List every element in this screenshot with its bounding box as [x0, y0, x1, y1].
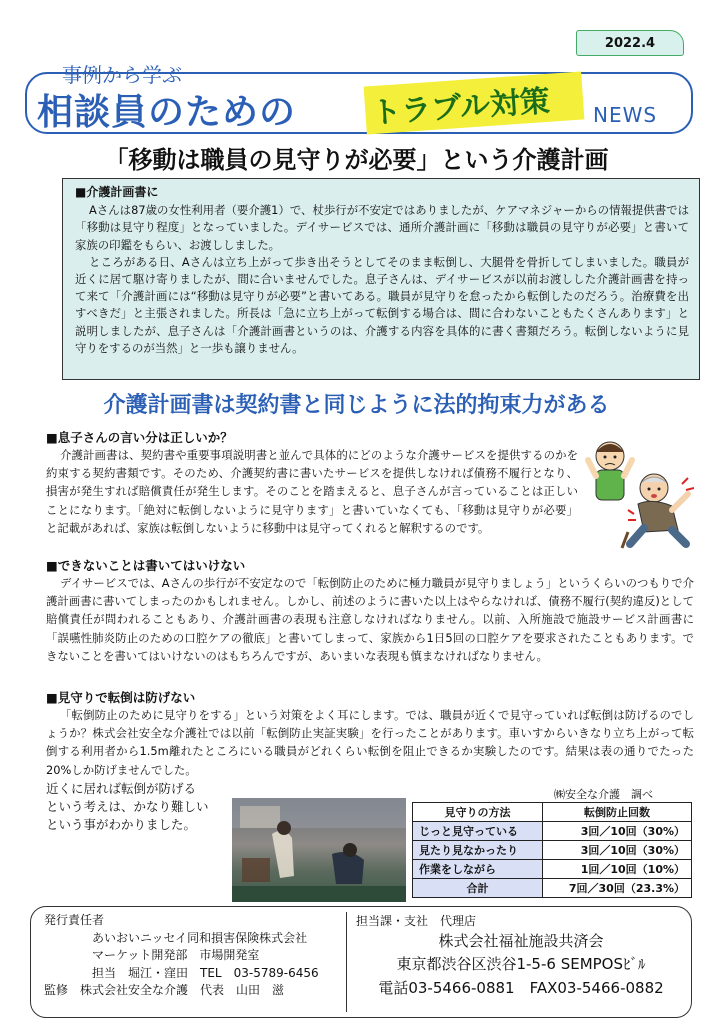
headline: 「移動は職員の見守りが必要」という介護計画 [104, 146, 609, 174]
masthead-subtitle: 事例から学ぶ [62, 63, 182, 87]
agent-address: 東京都渋谷区渋谷1-5-6 SEMPOSﾋﾞﾙ [396, 955, 646, 973]
publisher-label: 発行責任者 [44, 913, 105, 927]
section1-heading: ■息子さんの言い分は正しいか？ [46, 430, 233, 445]
section1-body: 介護計画書は、契約書や重要事項説明書と並んで具体的にどのような介護サービスを提供するのかを約束する契約書類です。そのため、介護契約書に書いたサービスを提供しなければ債務不履行となり、損害が発生すれば賠償責任が発生します。そのことを踏まえると、息子さんが言っていることは正しいことになります。「絶対に転倒しないように見守ります」と書いていなくても、「移動は見守りが必要」と記載があれば、家族は転倒しないように移動中は見守ってくれると解釈するのです。 [46, 448, 578, 535]
table-cell: 1回／10回（10%） [543, 860, 692, 879]
table-cell: 合計 [413, 879, 543, 898]
elderly-falling-icon [622, 474, 694, 548]
table-cell: じっと見守っている [413, 822, 543, 841]
case-box [62, 178, 700, 380]
section3-heading: ■見守りで転倒は防げない [46, 690, 196, 705]
agent-company: 株式会社福祉施設共済会 [438, 932, 604, 950]
table-cell: 7回／30回（23.3%） [543, 879, 692, 898]
experiment-photo-scene [232, 798, 406, 902]
table-row [413, 822, 692, 841]
conclusion-line: という考えは、かなり難しい [46, 799, 209, 814]
section2-heading: ■できないことは書いてはいけない [46, 558, 246, 573]
masthead-badge: トラブル対策 [370, 83, 552, 132]
section2-body: デイサービスでは、Aさんの歩行が不安定なので「転倒防止のために極力職員が見守りましょう」というくらいのつもりで介護計画書に書いてしまったのかもしれません。しかし、前述のように書いた以上はやらなければ、債務不履行(契約違反)として賠償責任が問われることもあり、介護計画書の表現も注意しなければなりません。以前、入所施設で施設サービス計画書に「誤嚥性肺炎防止のための口腔ケアの徹底」と書いてしまって、家族から1日5回の口腔ケアを要求されたこともあります。できないことを書いてはいけないのはもちろんですが、あいまいな表現も慎まなければなりません。 [46, 576, 694, 663]
case-box-paragraph-1: Aさんは87歳の女性利用者（要介護1）で、杖歩行が不安定ではありましたが、ケアマネジャーからの情報提供書では「移動は見守り程度」となっていました。デイサービスでは、通所介護計画に「移動は職員の見守りが必要」と書いて家族の印鑑をもらい、お渡ししました。 [75, 203, 689, 252]
case-box-paragraph-2: ところがある日、Aさんは立ち上がって歩き出そうとしてそのまま転倒し、大腿骨を骨折してしまいました。職員が近くに居て駆け寄りましたが、間に合いませんでした。息子さんは、デイサービスが以前お渡しした介護計画書を持って来て「介護計画には“移動は見守りが必要”と書いてある。職員が見守りを怠ったから転倒したのだろう。治療費を出すべきだ」と主張されました。所長は「急に立ち上がって転倒する場合は、間に合わないこともたくさんあります」と説明しましたが、息子さんは「介護計画書というのは、介護する内容を具体的に書く書類だろう。転倒しないように見守りをするのが当然」と一歩も譲りません。 [75, 254, 689, 355]
conclusion-line: 近くに居れば転倒が防げる [46, 781, 197, 796]
results-table [412, 802, 692, 898]
case-box-heading: ■介護計画書に [75, 185, 159, 199]
table-caption: ㈱安全な介護 調べ [554, 788, 653, 801]
table-header-row [413, 803, 692, 822]
falling-person-illustration [582, 432, 694, 550]
conclusion-line: という事がわかりました。 [46, 817, 197, 832]
issue-date: 2022.4 [576, 30, 684, 56]
worried-person-icon [588, 442, 632, 500]
agent-block [356, 912, 686, 1000]
footer-divider [346, 912, 347, 1012]
masthead-title: 相談員のための [37, 92, 297, 133]
table-cell: 作業をしながら [413, 860, 543, 879]
experiment-photo [232, 798, 406, 902]
table-row [413, 860, 692, 879]
agent-phone: 電話03-5466-0881 FAX03-5466-0882 [378, 979, 664, 997]
table-header-cell: 転倒防止回数 [543, 803, 692, 822]
agent-label: 担当課・支社 代理店 [356, 914, 477, 928]
table-cell: 3回／10回（30%） [543, 841, 692, 860]
table-cell: 3回／10回（30%） [543, 822, 692, 841]
publisher-contact: 担当 堀江・窪田 TEL 03-5789-6456 [92, 965, 319, 980]
section3-body: 「転倒防止のために見守りをする」という対策をよく耳にします。では、職員が近くで見守っていれば転倒は防げるのでしょうか？株式会社安全な介護社では以前「転倒防止実証実験」を行ったことがあります。車いすからいきなり立ち上がって転倒する利用者から1.5m離れたところにいる職員がどれくらい転倒を阻止できるか実験したのです。結果は表の通りでたった20%しか防げませんでした。 [46, 708, 694, 777]
publisher-block [44, 912, 319, 1000]
table-row [413, 841, 692, 860]
section-title: 介護計画書は契約書と同じように法的拘束力がある [103, 393, 610, 418]
masthead-news-label: NEWS [593, 103, 658, 127]
table-header-cell: 見守りの方法 [413, 803, 543, 822]
publisher-company: あいおいニッセイ同和損害保険株式会社 [92, 930, 308, 945]
supervisor: 監修 株式会社安全な介護 代表 山田 滋 [44, 983, 285, 997]
table-cell: 見たり見なかったり [413, 841, 543, 860]
publisher-department: マーケット開発部 市場開発室 [92, 948, 260, 962]
section3-conclusion [46, 780, 209, 834]
table-row [413, 879, 692, 898]
